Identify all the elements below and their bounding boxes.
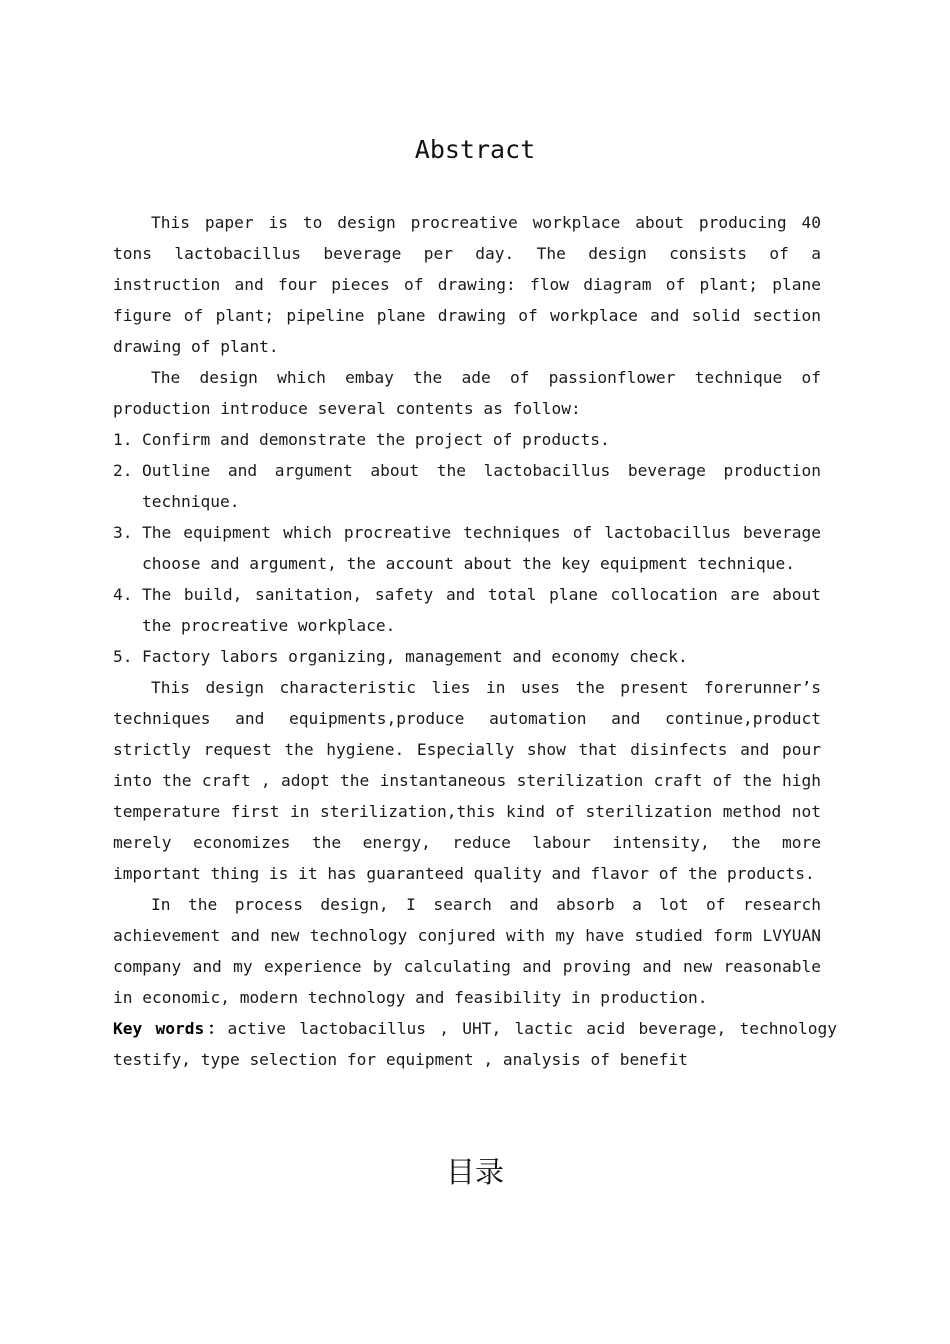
list-text: Confirm and demonstrate the project of products.	[142, 430, 610, 449]
abstract-paragraph-2: The design which embay the ade of passionflower technique of production introduce several contents as follow:	[113, 368, 821, 418]
keywords	[113, 1013, 837, 1075]
list-number: 1.	[113, 430, 133, 449]
keywords-text: active lactobacillus , UHT, lactic acid beverage, technology testify, type selection for equipment , analysis of benefit	[113, 1019, 837, 1069]
list-number: 4.	[113, 585, 133, 604]
list-text: Outline and argument about the lactobacillus beverage production technique.	[142, 461, 821, 511]
abstract-body	[113, 207, 837, 1075]
list-number: 3.	[113, 523, 133, 542]
list-item-4	[113, 579, 821, 641]
list-text: The equipment which procreative techniques of lactobacillus beverage choose and argument, the account about the key equipment technique.	[142, 523, 821, 573]
list-item-3	[113, 517, 821, 579]
list-number: 5.	[113, 647, 133, 666]
list-text: The build, sanitation, safety and total plane collocation are about the procreative workplace.	[142, 585, 821, 635]
toc-title: 目录	[445, 1155, 504, 1189]
keywords-label: Key words：	[113, 1019, 228, 1038]
abstract-paragraph-3: This design characteristic lies in uses the present forerunner’s techniques and equipments,produce automation and continue,product strictly request the hygiene. Especially show that disinfects and pour into the craft , adopt the instantaneous sterilization craft of the high temperature first in sterilization,this kind of sterilization method not merely economizes the energy, reduce labour intensity, the more important thing is it has guaranteed quality and flavor of the products.	[113, 678, 821, 883]
abstract-title: Abstract	[414, 135, 536, 164]
list-item-5	[113, 641, 821, 672]
abstract-paragraph-1: This paper is to design procreative workplace about producing 40 tons lactobacillus beverage per day. The design consists of a instruction and four pieces of drawing: flow diagram of plant; plane figure of plant; pipeline plane drawing of workplace and solid section drawing of plant.	[113, 213, 821, 356]
list-item-1	[113, 424, 821, 455]
list-text: Factory labors organizing, management and economy check.	[142, 647, 688, 666]
list-item-2	[113, 455, 821, 517]
abstract-paragraph-4: In the process design, I search and absorb a lot of research achievement and new technology conjured with my have studied form LVYUAN company and my experience by calculating and proving and new reasonable in economic, modern technology and feasibility in production.	[113, 895, 821, 1007]
list-number: 2.	[113, 461, 133, 480]
